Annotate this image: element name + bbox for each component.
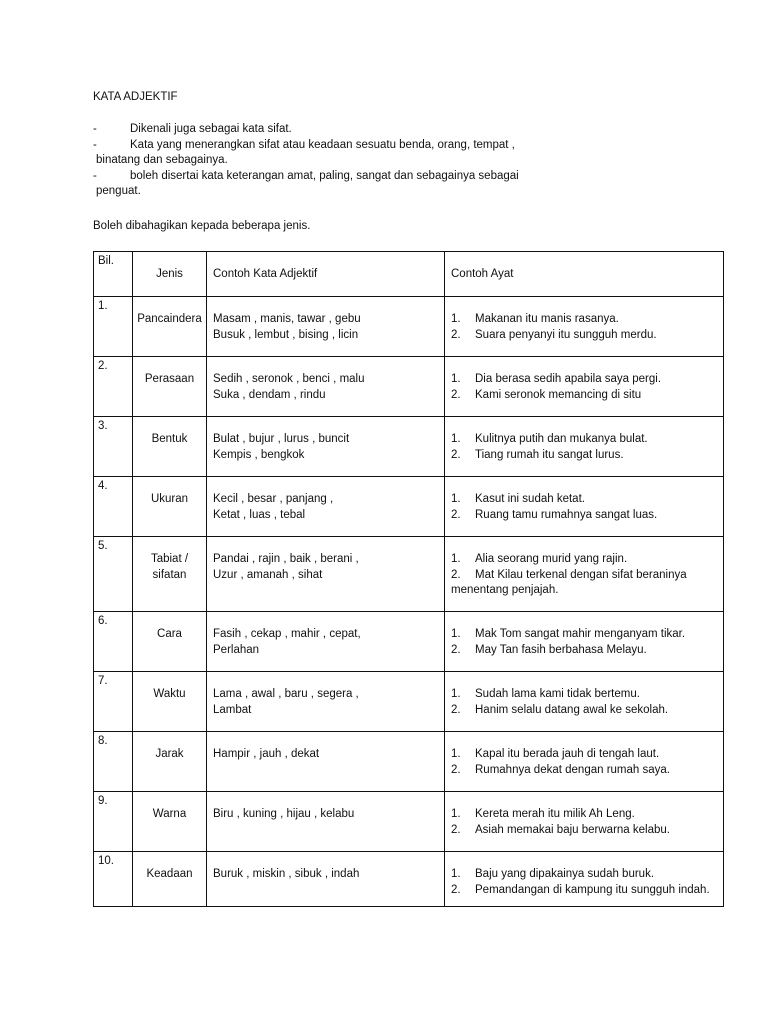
kata-line: Perlahan [213,643,260,656]
ayat-number: 1. [451,433,461,445]
bullet-item [93,138,733,154]
ayat-item [451,552,717,568]
kata-line: Kempis , bengkok [213,448,305,461]
kata-line: Sedih , seronok , benci , malu [213,373,365,385]
ayat-text: Baju yang dipakainya sudah buruk. [475,868,655,880]
table-header-row [94,252,724,297]
ayat-item [451,747,717,763]
ayat-text: Rumahnya dekat dengan rumah saya. [475,763,670,776]
ayat-item [451,867,717,883]
jenis-line: Pancaindera [137,313,202,325]
kata-line: Buruk , miskin , sibuk , indah [213,868,360,880]
cell-contoh-kata [207,732,445,792]
ayat-number: 1. [451,553,461,565]
bullet-text: boleh disertai kata keterangan amat, paling, sangat dan sebagainya sebagai [130,169,519,182]
cell-jenis [133,297,207,357]
ayat-item [451,643,717,659]
cell-contoh-kata [207,357,445,417]
ayat-number: 1. [451,748,461,760]
cell-bil: 6. [94,612,133,672]
cell-contoh-ayat [445,537,724,612]
kata-line: Hampir , jauh , dekat [213,748,320,760]
header-bil: Bil. [94,252,133,297]
cell-bil: 10. [94,852,133,907]
ayat-text: Kapal itu berada jauh di tengah laut. [475,748,660,760]
table-row [94,672,724,732]
ayat-item [451,328,717,344]
ayat-number: 1. [451,688,461,700]
cell-contoh-ayat [445,612,724,672]
kata-line: Bulat , bujur , lurus , buncit [213,433,350,445]
kata-line: Uzur , amanah , sihat [213,568,323,581]
bullet-text: Dikenali juga sebagai kata sifat. [130,123,292,135]
ayat-text: Asiah memakai baju berwarna kelabu. [475,823,670,836]
kata-line: Lama , awal , baru , segera , [213,688,359,700]
kata-line: Pandai , rajin , baik , berani , [213,553,359,565]
ayat-text: Dia berasa sedih apabila saya pergi. [475,373,662,385]
cell-contoh-ayat [445,297,724,357]
ayat-text: May Tan fasih berbahasa Melayu. [475,643,647,656]
table-row [94,417,724,477]
intro-text: Boleh dibahagikan kepada beberapa jenis. [93,220,311,232]
cell-contoh-ayat [445,417,724,477]
kata-line: Masam , manis, tawar , gebu [213,313,361,325]
table-row [94,477,724,537]
jenis-line: Ukuran [150,493,189,505]
ayat-text: Kulitnya putih dan mukanya bulat. [475,433,648,445]
cell-jenis [133,357,207,417]
ayat-text: Pemandangan di kampung itu sungguh indah. [475,883,710,896]
jenis-line: Jarak [155,748,184,760]
cell-contoh-kata [207,537,445,612]
cell-bil: 5. [94,537,133,612]
ayat-number: 2. [451,568,461,581]
ayat-item [451,372,717,388]
bullet-item [93,169,733,185]
page-title: KATA ADJEKTIF [93,91,178,103]
ayat-number: 2. [451,388,461,401]
bullet-item [93,122,733,138]
ayat-item [451,807,717,823]
ayat-text: Ruang tamu rumahnya sangat luas. [475,508,658,521]
ayat-number: 2. [451,508,461,521]
ayat-number: 2. [451,883,461,896]
jenis-line: Perasaan [144,373,195,385]
cell-contoh-kata [207,792,445,852]
cell-contoh-ayat [445,792,724,852]
bullet-list [93,122,733,200]
cell-bil: 4. [94,477,133,537]
cell-contoh-kata [207,612,445,672]
cell-contoh-ayat [445,732,724,792]
jenis-line: sifatan [152,568,187,581]
cell-contoh-ayat [445,852,724,907]
cell-contoh-ayat [445,477,724,537]
ayat-text: Hanim selalu datang awal ke sekolah. [475,703,669,716]
cell-bil: 7. [94,672,133,732]
jenis-line: Tabiat / [150,553,189,565]
ayat-item [451,388,717,404]
ayat-text: Sudah lama kami tidak bertemu. [475,688,640,700]
ayat-text: Suara penyanyi itu sungguh merdu. [475,328,657,341]
ayat-number: 2. [451,643,461,656]
ayat-item [451,823,717,839]
ayat-text: Mat Kilau terkenal dengan sifat beraninya [475,568,687,581]
cell-bil: 2. [94,357,133,417]
ayat-text: Kereta merah itu milik Ah Leng. [475,808,635,820]
table-row [94,357,724,417]
cell-contoh-kata [207,297,445,357]
ayat-continuation: menentang penjajah. [451,584,559,596]
jenis-line: Bentuk [151,433,188,445]
cell-contoh-kata [207,672,445,732]
bullet-text: Kata yang menerangkan sifat atau keadaan sesuatu benda, orang, tempat , [130,138,515,151]
cell-contoh-kata [207,852,445,907]
cell-contoh-kata [207,417,445,477]
ayat-item [451,627,717,643]
adjective-table [93,251,724,907]
kata-line: Busuk , lembut , bising , licin [213,328,359,341]
ayat-item [451,492,717,508]
ayat-item [451,448,717,464]
ayat-number: 1. [451,628,461,640]
kata-line: Kecil , besar , panjang , [213,493,334,505]
table-row [94,852,724,907]
table-row [94,537,724,612]
ayat-item [451,703,717,719]
ayat-text: Alia seorang murid yang rajin. [475,553,628,565]
kata-line: Suka , dendam , rindu [213,388,326,401]
ayat-number: 1. [451,373,461,385]
ayat-number: 1. [451,808,461,820]
header-contoh-kata: Contoh Kata Adjektif [207,252,445,297]
ayat-item [451,432,717,448]
ayat-text: Kasut ini sudah ketat. [475,493,585,505]
table-row [94,612,724,672]
ayat-text: Tiang rumah itu sangat lurus. [475,448,624,461]
cell-jenis [133,792,207,852]
jenis-line: Waktu [153,688,186,700]
ayat-item [451,763,717,779]
ayat-item [451,687,717,703]
bullet-continuation: binatang dan sebagainya. [96,154,228,166]
header-jenis: Jenis [133,252,207,297]
cell-contoh-ayat [445,357,724,417]
cell-bil: 8. [94,732,133,792]
table-row [94,732,724,792]
cell-bil: 1. [94,297,133,357]
bullet-dash: - [93,123,97,135]
ayat-item [451,568,717,599]
ayat-number: 2. [451,328,461,341]
kata-line: Fasih , cekap , mahir , cepat, [213,628,361,640]
ayat-item [451,508,717,524]
ayat-number: 2. [451,763,461,776]
ayat-text: Kami seronok memancing di situ [475,388,642,401]
cell-contoh-kata [207,477,445,537]
ayat-number: 2. [451,703,461,716]
cell-jenis [133,672,207,732]
table-row [94,297,724,357]
cell-jenis [133,732,207,792]
table-row [94,792,724,852]
bullet-dash: - [93,138,97,151]
kata-line: Biru , kuning , hijau , kelabu [213,808,355,820]
ayat-item [451,312,717,328]
kata-line: Lambat [213,703,252,716]
ayat-text: Mak Tom sangat mahir menganyam tikar. [475,628,686,640]
bullet-continuation: penguat. [96,185,141,197]
bullet-dash: - [93,169,97,182]
jenis-line: Keadaan [146,868,193,880]
ayat-number: 2. [451,823,461,836]
cell-jenis [133,417,207,477]
cell-contoh-ayat [445,672,724,732]
cell-jenis [133,537,207,612]
kata-line: Ketat , luas , tebal [213,508,306,521]
cell-jenis [133,612,207,672]
ayat-number: 1. [451,493,461,505]
ayat-number: 2. [451,448,461,461]
ayat-text: Makanan itu manis rasanya. [475,313,619,325]
header-contoh-ayat: Contoh Ayat [445,252,724,297]
cell-jenis [133,852,207,907]
cell-jenis [133,477,207,537]
ayat-number: 1. [451,868,461,880]
ayat-number: 1. [451,313,461,325]
jenis-line: Warna [152,808,187,820]
ayat-item [451,883,717,899]
cell-bil: 9. [94,792,133,852]
jenis-line: Cara [157,628,182,640]
cell-bil: 3. [94,417,133,477]
